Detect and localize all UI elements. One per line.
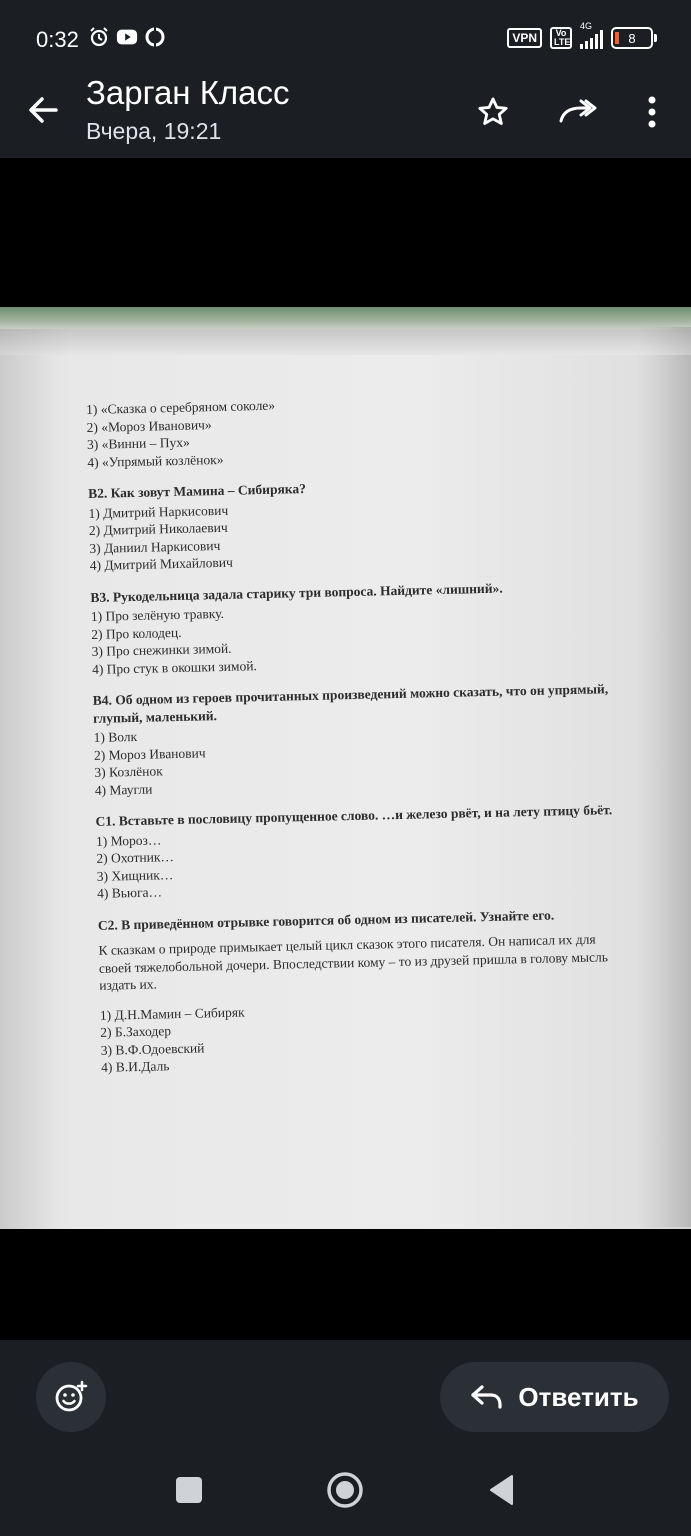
option-line: 1) Дмитрий Наркисович (88, 502, 229, 521)
question-title: С2. В приведённом отрывке говорится об одном из писателей. Узнайте его. (97, 907, 555, 933)
question-b4 (93, 680, 615, 799)
signal-icon (580, 21, 603, 49)
app-header (0, 76, 691, 158)
more-button[interactable] (630, 90, 674, 134)
option-line: 1) Д.Н.Мамин – Сибиряк (99, 1004, 245, 1023)
emoji-add-icon (53, 1379, 89, 1415)
circle-home-icon (326, 1471, 364, 1509)
status-notification-icons (88, 26, 166, 48)
more-vertical-icon (646, 94, 658, 130)
reply-button[interactable] (440, 1362, 669, 1432)
option-line: 3) Про снежинки зимой. (91, 640, 232, 659)
question-title: В3. Рукодельница задала старику три вопроса. Найдите «лишний». (90, 580, 503, 605)
back-button[interactable] (22, 88, 66, 132)
nav-recents-button[interactable] (159, 1460, 219, 1520)
nav-home-button[interactable] (315, 1460, 375, 1520)
attached-photo[interactable] (0, 307, 691, 1229)
battery-indicator (611, 27, 653, 49)
option-line: 4) Про стук в окошки зимой. (91, 657, 257, 677)
status-time: 0:32 (36, 27, 79, 52)
option-line: 2) Б.Заходер (100, 1023, 172, 1040)
question-b2 (88, 473, 610, 574)
option-line: 1) Про зелёную травку. (90, 605, 225, 624)
arrow-left-icon (22, 88, 66, 132)
option-line: 2) Про колодец. (91, 624, 182, 642)
intro-options (86, 389, 607, 471)
option-line: 4) Дмитрий Михайлович (89, 554, 234, 573)
star-icon (476, 95, 510, 129)
question-c1 (95, 801, 617, 902)
option-line: 4) В.И.Даль (100, 1058, 170, 1075)
question-title: С1. Вставьте в пословицу пропущенное слово. …и железо рвёт, и на лету птицу бьёт. (95, 802, 613, 829)
option-line: 3) Даниил Наркисович (89, 537, 221, 556)
nav-back-button[interactable] (472, 1460, 532, 1520)
message-date: Вчера, 19:21 (86, 118, 222, 144)
option-line: 1) «Сказка о серебряном соколе» (86, 397, 276, 417)
square-icon (175, 1476, 203, 1504)
worksheet-page (86, 389, 622, 1090)
data-saver-icon (144, 26, 166, 48)
reply-arrow-icon (470, 1383, 504, 1411)
option-line: 3) Козлёнок (94, 763, 163, 780)
option-line: 2) Мороз Иванович (93, 744, 206, 763)
reply-label: Ответить (518, 1381, 639, 1412)
alarm-icon (88, 26, 110, 48)
favorite-button[interactable] (471, 90, 515, 134)
network-type-label: 4G (580, 21, 593, 31)
option-line: 4) Маугли (94, 781, 153, 798)
status-system-icons (507, 21, 653, 49)
question-c2 (98, 905, 621, 1077)
option-line: 3) «Винни – Пух» (86, 434, 190, 452)
status-bar (0, 0, 691, 76)
youtube-icon (116, 26, 138, 48)
option-line: 3) В.Ф.Одоевский (100, 1039, 205, 1058)
question-b3 (90, 577, 612, 678)
option-line: 3) Хищник… (96, 866, 174, 884)
bottom-action-bar (0, 1340, 691, 1536)
emoji-button[interactable] (36, 1362, 106, 1432)
forward-button[interactable] (555, 90, 599, 134)
option-line: 4) «Упрямый козлёнок» (87, 451, 224, 470)
option-line: 2) Дмитрий Николаевич (88, 519, 228, 538)
volte-badge: Vo LTE (550, 27, 572, 49)
forward-arrow-icon (557, 95, 597, 129)
chat-title: Зарган Класс (86, 74, 290, 111)
triangle-back-icon (488, 1474, 516, 1506)
question-title: В2. Как зовут Мамина – Сибиряка? (87, 481, 307, 501)
option-line: 1) Мороз… (95, 831, 162, 849)
option-line: 1) Волк (93, 728, 138, 745)
vpn-badge: VPN (507, 28, 542, 48)
option-line: 4) Вьюга… (97, 884, 163, 901)
battery-level: 8 (628, 30, 636, 46)
option-line: 2) Охотник… (96, 849, 175, 866)
question-title: В4. Об одном из героев прочитанных произведений можно сказать, что он упрямый, глупый, маленький. (92, 681, 609, 726)
option-line: 2) «Мороз Иванович» (86, 416, 212, 435)
question-passage: К сказкам о природе примыкает целый цикл сказок этого писателя. Он написал их для своей тяжелобольной дочери. Впоследствии кому – то из друзей пришла в голову мысль издать их. (98, 931, 609, 993)
